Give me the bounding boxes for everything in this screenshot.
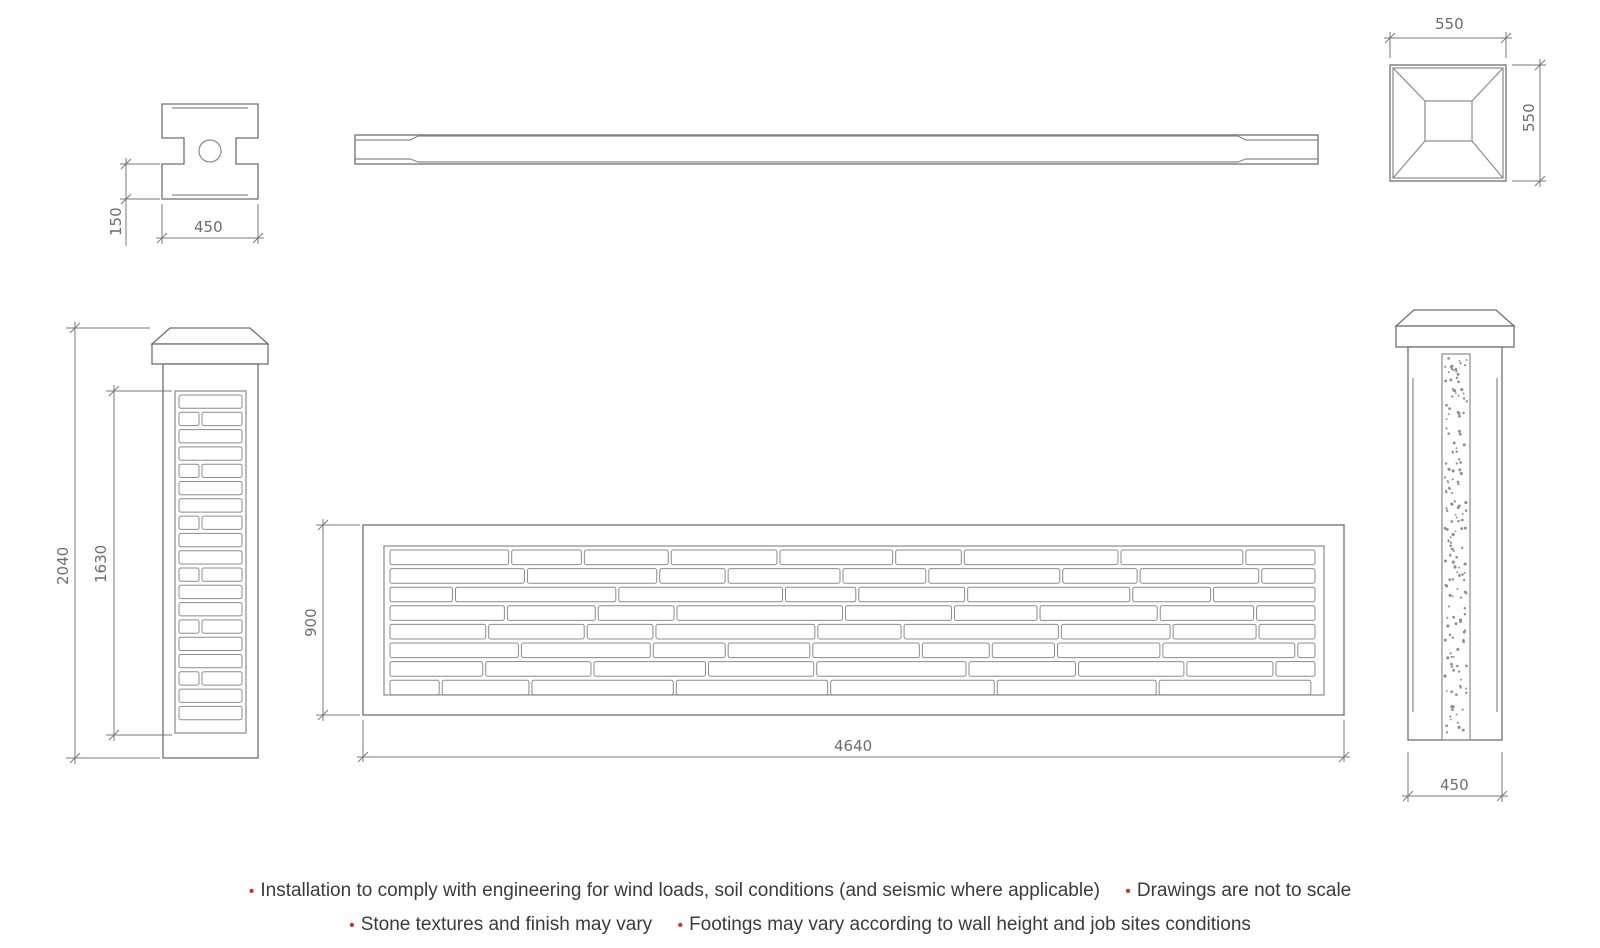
panel-stone: [619, 587, 783, 602]
panel-stone: [656, 624, 815, 639]
panel-stone: [1187, 662, 1273, 677]
aggregate-fleck: [1448, 487, 1451, 490]
panel-stone: [728, 643, 810, 658]
aggregate-fleck: [1446, 690, 1448, 692]
panel-stone: [1246, 550, 1315, 565]
aggregate-fleck: [1458, 468, 1461, 471]
aggregate-fleck: [1464, 562, 1467, 565]
aggregate-fleck: [1446, 418, 1448, 420]
panel-stone: [1257, 606, 1315, 621]
panel-stone: [456, 587, 616, 602]
post-stone: [179, 395, 242, 408]
aggregate-fleck: [1454, 622, 1457, 625]
aggregate-fleck: [1448, 371, 1450, 373]
panel-height-label: 900: [302, 608, 320, 637]
aggregate-fleck: [1455, 556, 1458, 559]
aggregate-fleck: [1458, 360, 1460, 362]
panel-stone: [594, 662, 706, 677]
aggregate-fleck: [1465, 692, 1467, 694]
aggregate-fleck: [1461, 519, 1464, 522]
aggregate-fleck: [1458, 574, 1461, 577]
panel-stone: [845, 606, 951, 621]
aggregate-fleck: [1465, 665, 1468, 668]
post-stone: [179, 689, 242, 702]
panel-stone: [785, 587, 855, 602]
panel-stone: [997, 680, 1156, 695]
aggregate-fleck: [1459, 461, 1462, 464]
panel-stone: [1173, 624, 1256, 639]
post-stone: [179, 482, 242, 495]
aggregate-fleck: [1447, 357, 1450, 360]
panel-stone: [390, 680, 439, 695]
panel-stone: [390, 550, 509, 565]
panel-stone: [992, 643, 1054, 658]
aggregate-fleck: [1444, 639, 1447, 642]
aggregate-fleck: [1452, 469, 1455, 472]
post-stone: [179, 499, 242, 512]
aggregate-fleck: [1446, 731, 1448, 733]
note-text: Footings may vary according to wall height and job sites conditions: [689, 914, 1251, 935]
aggregate-fleck: [1456, 665, 1459, 668]
side-post-width-label: 450: [1440, 776, 1469, 794]
aggregate-fleck: [1444, 379, 1447, 382]
aggregate-fleck: [1464, 444, 1466, 446]
aggregate-fleck: [1452, 595, 1454, 597]
aggregate-fleck: [1459, 433, 1462, 436]
aggregate-fleck: [1458, 567, 1460, 569]
panel-stone: [390, 569, 524, 584]
aggregate-fleck: [1458, 430, 1461, 433]
side-post-width-dimension: [1402, 752, 1508, 802]
panel-stone: [1163, 643, 1295, 658]
panel-stone: [969, 662, 1076, 677]
cap-width-dimension: [1384, 15, 1512, 58]
aggregate-fleck: [1455, 370, 1457, 372]
aggregate-fleck: [1457, 722, 1459, 724]
aggregate-fleck: [1452, 561, 1455, 564]
aggregate-fleck: [1461, 573, 1464, 576]
aggregate-fleck: [1445, 427, 1447, 429]
side-post-view: [1396, 310, 1514, 740]
aggregate-fleck: [1460, 686, 1462, 688]
aggregate-fleck: [1452, 533, 1455, 536]
panel-stone: [390, 662, 483, 677]
aggregate-fleck: [1455, 514, 1457, 516]
aggregate-fleck: [1456, 648, 1459, 651]
panel-stone: [896, 550, 962, 565]
aggregate-fleck: [1463, 393, 1465, 395]
panel-stone: [1259, 624, 1315, 639]
panel-height-dimension: [302, 519, 360, 721]
panel-stone: [1058, 643, 1160, 658]
aggregate-fleck: [1446, 510, 1448, 512]
aggregate-fleck: [1451, 368, 1453, 370]
post-stone: [179, 447, 242, 460]
panel-stone: [527, 569, 656, 584]
aggregate-fleck: [1450, 536, 1452, 538]
post-stone: [179, 620, 199, 633]
post-panel-height-label: 1630: [92, 544, 110, 583]
bullet-icon: •: [677, 917, 684, 934]
aggregate-fleck: [1451, 504, 1453, 506]
aggregate-fleck: [1466, 400, 1468, 402]
panel-stone: [843, 569, 926, 584]
aggregate-fleck: [1450, 663, 1453, 666]
panel-stone: [1133, 587, 1211, 602]
aggregate-fleck: [1450, 520, 1453, 523]
aggregate-fleck: [1452, 669, 1455, 672]
panel-stone: [486, 662, 591, 677]
aggregate-fleck: [1464, 527, 1467, 530]
post-stone: [202, 672, 242, 685]
panel-stone: [922, 643, 989, 658]
post-height-dimension: [54, 322, 160, 764]
post-stone: [179, 516, 199, 529]
aggregate-fleck: [1452, 656, 1454, 658]
aggregate-fleck: [1463, 631, 1466, 634]
aggregate-fleck: [1455, 450, 1457, 452]
note-text: Installation to comply with engineering for wind loads, soil conditions (and seismic where applicable): [260, 880, 1100, 901]
panel-length-dimension: [357, 720, 1350, 762]
aggregate-fleck: [1455, 392, 1457, 394]
panel-stone: [780, 550, 893, 565]
aggregate-fleck: [1456, 516, 1458, 518]
aggregate-fleck: [1460, 596, 1462, 598]
panel-stone: [521, 643, 650, 658]
panel-stone: [1140, 569, 1259, 584]
note-text: Drawings are not to scale: [1136, 880, 1352, 901]
wall-panel-view: [363, 525, 1344, 715]
aggregate-fleck: [1444, 527, 1447, 530]
panel-stone: [532, 680, 673, 695]
post-stone: [202, 568, 242, 581]
panel-stone: [1159, 680, 1311, 695]
aggregate-fleck: [1462, 729, 1465, 732]
rail-top-view: [355, 135, 1318, 164]
post-stone: [179, 412, 199, 425]
note-text: Stone textures and finish may vary: [360, 914, 653, 935]
panel-length-label: 4640: [834, 737, 873, 755]
cap-plan-view: [1390, 65, 1506, 181]
panel-stone: [489, 624, 585, 639]
aggregate-fleck: [1450, 365, 1453, 368]
aggregate-fleck: [1452, 452, 1454, 454]
aggregate-fleck: [1446, 656, 1449, 659]
aggregate-fleck: [1446, 617, 1448, 619]
aggregate-fleck: [1449, 378, 1452, 381]
aggregate-fleck: [1454, 565, 1456, 567]
panel-stone: [859, 587, 965, 602]
notes-row-2: [0, 914, 1600, 936]
panel-stone: [671, 550, 777, 565]
aggregate-fleck: [1451, 492, 1453, 494]
aggregate-fleck: [1457, 520, 1459, 522]
aggregate-fleck: [1460, 527, 1463, 530]
aggregate-fleck: [1449, 544, 1452, 547]
aggregate-fleck: [1458, 415, 1461, 418]
aggregate-fleck: [1447, 539, 1449, 541]
aggregate-fleck: [1445, 584, 1448, 587]
post-stone: [179, 430, 242, 443]
post-stone: [179, 585, 242, 598]
aggregate-fleck: [1456, 377, 1458, 379]
panel-stone: [442, 680, 529, 695]
aggregate-fleck: [1448, 413, 1450, 415]
block-height-dimension: [107, 158, 160, 246]
aggregate-fleck: [1466, 359, 1468, 361]
aggregate-fleck: [1455, 368, 1458, 371]
panel-stone: [904, 624, 1058, 639]
aggregate-fleck: [1450, 719, 1452, 721]
aggregate-fleck: [1463, 397, 1465, 399]
panel-stone: [653, 643, 725, 658]
post-stone: [179, 672, 199, 685]
panel-stone: [968, 587, 1130, 602]
post-height-label: 2040: [54, 546, 72, 585]
aggregate-fleck: [1449, 716, 1451, 718]
aggregate-fleck: [1454, 500, 1456, 502]
aggregate-fleck: [1452, 578, 1454, 580]
panel-stone: [813, 643, 920, 658]
aggregate-fleck: [1455, 693, 1458, 696]
cap-height-dimension: [1512, 59, 1546, 187]
panel-stone: [598, 606, 674, 621]
aggregate-fleck: [1460, 679, 1462, 681]
aggregate-fleck: [1450, 690, 1453, 693]
panel-stone: [1040, 606, 1157, 621]
aggregate-fleck: [1464, 607, 1466, 609]
note-item: [1125, 880, 1351, 901]
aggregate-fleck: [1465, 509, 1468, 512]
post-stone: [202, 516, 242, 529]
aggregate-fleck: [1451, 547, 1454, 550]
aggregate-fleck: [1456, 571, 1458, 573]
panel-stone: [1079, 662, 1184, 677]
panel-stone: [964, 550, 1118, 565]
aggregate-fleck: [1462, 513, 1464, 515]
front-post-view: [152, 328, 268, 758]
aggregate-fleck: [1458, 395, 1460, 397]
post-stone: [179, 637, 242, 650]
aggregate-fleck: [1451, 708, 1454, 711]
aggregate-fleck: [1457, 412, 1460, 415]
post-stone: [179, 603, 242, 616]
note-item: [349, 914, 652, 935]
cap-height-label: 550: [1520, 103, 1538, 132]
aggregate-fleck: [1457, 483, 1459, 485]
aggregate-fleck: [1447, 432, 1450, 435]
panel-stone: [1160, 606, 1253, 621]
aggregate-fleck: [1460, 363, 1462, 365]
aggregate-fleck: [1456, 714, 1458, 716]
aggregate-fleck: [1457, 481, 1460, 484]
aggregate-fleck: [1451, 395, 1453, 397]
cap-width-label: 550: [1435, 15, 1464, 33]
bullet-icon: •: [349, 917, 355, 934]
aggregate-fleck: [1449, 594, 1452, 597]
aggregate-fleck: [1464, 572, 1466, 574]
panel-stone: [1061, 624, 1170, 639]
aggregate-fleck: [1444, 560, 1447, 563]
panel-stone: [708, 662, 813, 677]
aggregate-fleck: [1455, 530, 1457, 532]
panel-stone: [676, 680, 827, 695]
aggregate-fleck: [1447, 468, 1450, 471]
panel-stone: [584, 550, 668, 565]
aggregate-fleck: [1451, 666, 1453, 668]
aggregate-fleck: [1460, 388, 1463, 391]
aggregate-fleck: [1464, 613, 1466, 615]
bullet-icon: •: [1125, 883, 1131, 900]
post-panel-height-dimension: [92, 385, 172, 741]
aggregate-fleck: [1450, 541, 1452, 543]
aggregate-fleck: [1458, 458, 1460, 460]
aggregate-fleck: [1445, 490, 1447, 492]
aggregate-fleck: [1462, 412, 1464, 414]
aggregate-fleck: [1451, 656, 1453, 658]
aggregate-fleck: [1448, 605, 1450, 607]
aggregate-fleck: [1456, 447, 1458, 449]
aggregate-fleck: [1464, 364, 1466, 366]
aggregate-fleck: [1458, 670, 1460, 672]
note-item: [677, 914, 1250, 935]
aggregate-fleck: [1462, 709, 1464, 711]
panel-stone: [677, 606, 842, 621]
aggregate-fleck: [1448, 578, 1451, 581]
aggregate-fleck: [1459, 619, 1462, 622]
aggregate-fleck: [1457, 380, 1460, 383]
aggregate-fleck: [1457, 726, 1460, 729]
aggregate-fleck: [1452, 478, 1454, 480]
panel-stone: [390, 643, 518, 658]
aggregate-fleck: [1450, 705, 1453, 708]
panel-stone: [728, 569, 840, 584]
panel-stone: [1262, 569, 1315, 584]
h-block-view: [162, 104, 258, 199]
panel-stone: [587, 624, 653, 639]
notes-row-1: [0, 880, 1600, 902]
panel-stone: [1063, 569, 1137, 584]
aggregate-fleck: [1452, 616, 1455, 619]
aggregate-fleck: [1445, 724, 1448, 727]
aggregate-fleck: [1452, 636, 1454, 638]
aggregate-fleck: [1463, 579, 1465, 581]
aggregate-fleck: [1444, 366, 1446, 368]
aggregate-fleck: [1444, 476, 1446, 478]
post-stone: [202, 464, 242, 477]
panel-stone: [831, 680, 995, 695]
panel-stone: [1121, 550, 1243, 565]
aggregate-fleck: [1445, 462, 1447, 464]
aggregate-fleck: [1465, 592, 1467, 594]
aggregate-fleck: [1464, 501, 1467, 504]
block-width-label: 450: [194, 218, 223, 236]
panel-stone: [390, 624, 486, 639]
panel-stone: [512, 550, 582, 565]
aggregate-fleck: [1462, 639, 1465, 642]
post-stone: [179, 551, 242, 564]
aggregate-fleck: [1456, 588, 1458, 590]
bullet-icon: •: [248, 883, 255, 900]
aggregate-fleck: [1449, 634, 1451, 636]
panel-stone: [818, 624, 901, 639]
aggregate-fleck: [1443, 675, 1446, 678]
block-height-label: 150: [107, 207, 125, 236]
aggregate-fleck: [1449, 652, 1451, 654]
panel-stone: [929, 569, 1060, 584]
post-stone: [202, 620, 242, 633]
aggregate-fleck: [1461, 547, 1463, 549]
post-stone: [179, 568, 199, 581]
post-stone: [179, 464, 199, 477]
post-stone: [202, 412, 242, 425]
post-stone: [179, 533, 242, 546]
aggregate-fleck: [1448, 407, 1451, 410]
aggregate-fleck: [1457, 506, 1460, 509]
panel-stone: [390, 587, 453, 602]
panel-stone: [1276, 662, 1315, 677]
aggregate-fleck: [1449, 554, 1452, 557]
panel-stone: [660, 569, 725, 584]
aggregate-fleck: [1465, 687, 1467, 689]
aggregate-fleck: [1447, 481, 1449, 483]
aggregate-fleck: [1453, 442, 1456, 445]
panel-stone: [507, 606, 595, 621]
aggregate-fleck: [1456, 462, 1458, 464]
aggregate-fleck: [1445, 507, 1447, 509]
post-stone: [179, 655, 242, 668]
panel-stone: [1214, 587, 1315, 602]
aggregate-fleck: [1453, 389, 1456, 392]
aggregate-fleck: [1457, 373, 1460, 376]
aggregate-fleck: [1460, 472, 1463, 475]
block-width-dimension: [156, 204, 264, 244]
panel-stone: [817, 662, 966, 677]
aggregate-fleck: [1446, 624, 1449, 627]
note-item: [249, 880, 1100, 901]
post-stone: [179, 706, 242, 719]
panel-stone: [954, 606, 1037, 621]
aggregate-fleck: [1445, 404, 1448, 407]
aggregate-fleck: [1452, 388, 1454, 390]
panel-stone: [390, 606, 504, 621]
panel-stone: [1298, 643, 1315, 658]
